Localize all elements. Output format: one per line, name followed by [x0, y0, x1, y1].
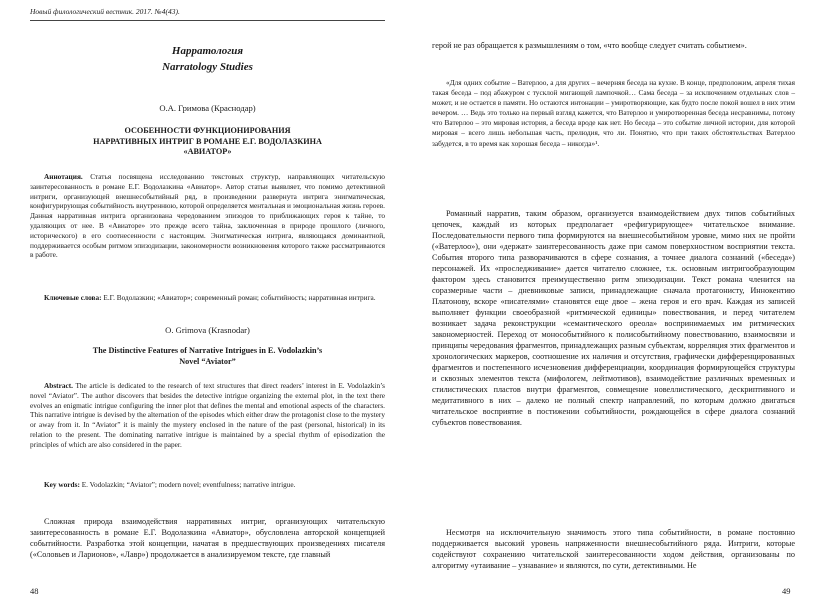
body-paragraph-2: Несмотря на исключительную значимость этого типа событийности, в романе постоянно поддерживается высокий уровень напряженности внешнесобытийного ряда. Интриги, которые содействуют сохранению читательской заинтересованности ходом действия, организованы по алгоритму «утаивание – узнавание» и являются, по сути, детективными. Не — [432, 528, 795, 570]
keywords-ru — [30, 293, 385, 303]
abstract-text: The article is dedicated to the research of text structures that direct readers’ interest in E. Vodolazkin’s novel “Aviator”. The author discovers that besides the detective intrigue organizing the external plot, in the text there evolves an enigmatic intrigue configuring the inner plot that defines the mental and emotional aspects of the characters. This narrative intrigue is devised by the alternation of the episodes which either draw the protagonist close to the mystery or away from it. In “Aviator” it is mainly the mystery enclosed in the nature of the past (personal, historical) in its relation to the present. The dominating narrative intrigue is maintained by a special rhythm of episodization the principles of which are also considered in the paper. — [30, 381, 386, 449]
keywords-en-label: Key words: — [44, 480, 80, 489]
annotation-ru — [30, 172, 385, 260]
page-number-left: 48 — [30, 586, 39, 596]
page-number-right: 49 — [782, 586, 791, 596]
author-ru: О.А. Гримова (Краснодар) — [159, 103, 256, 113]
keywords-en — [30, 480, 385, 490]
article-title-en: The Distinctive Features of Narrative Intrigues in E. Vodolazkin’s Novel “Aviator” — [92, 346, 323, 366]
keywords-en-text: E. Vodolazkin; “Aviator”; modern novel; eventfulness; narrative intrigue. — [81, 480, 296, 489]
article-title-ru: ОСОБЕННОСТИ ФУНКЦИОНИРОВАНИЯ НАРРАТИВНЫХ ИНТРИГ В РОМАНЕ Е.Г. ВОДОЛАЗКИНА «АВИАТОР» — [93, 126, 322, 156]
section-title-ru: Нарратология — [171, 45, 244, 57]
annotation-label: Аннотация. — [44, 172, 83, 181]
running-head: Новый филологический вестник. 2017. №4(43). — [30, 7, 180, 16]
keywords-label: Ключевые слова: — [44, 293, 102, 302]
body-continuation: герой не раз обращается к размышлениям о том, «что вообще следует считать событием». — [432, 41, 747, 50]
right-page — [410, 0, 820, 609]
keywords-text: Е.Г. Водолазкин; «Авиатор»; современный роман; событийность; нарративная интрига. — [103, 293, 376, 302]
body-paragraph-1: Романный нарратив, таким образом, организуется взаимодействием двух типов событийных цепочек, каждый из которых предполагает «рефигурирующее» читательское внимание. Последовательности первого типа формируются на внешнесобытийном уровне, мимо них не пройти («Ватерлоо»), они «держат» заинтересованность даже при самом поверхностном восприятии текста. События второго типа разворачиваются в сфере сознания, а точнее диалога сознаний («беседа») персонажей. Их «проследживание» дается читателю сложнее, т.к. основным интригообразующим фактором здесь становится преимущественно ритм эпизодизации. Текст романа членится на соразмерные части – дневниковые записи, принадлежащие сначала протагонисту, Иннокентию Платонову, вскоре «писателями» становятся еще двое – жена героя и его врач. Каждая из записей выполняет функции своеобразной «ритмической единицы» повествования, и перед читателем возникает задача реконструкции «семантического ореола» воспринимаемых им ритмических закономерностей. Переход от монособытийного к полисобытийному повествованию, взаимосвязи и принципы чередования фрагментов, принадлежащих разным субъектам, корреляция этих фрагментов и хронологических маркеров, соотношение их наличия и отсутствия, графически дифференцированных фрагментов и постепенного исчезновения дифференциации, координация формирующейся структуры и сквозных элементов текста (мифологем, лейтмотивов), взаимодействие различных временных и стилистических пластов внутри фрагментов, совмещение новеллистического, дескриптивного и медитативного в них – далеко не полный спектр направлений, по которым должно двигаться читательское восприятие в постижении событийности, рождающейся в сфере диалога сознаний субъектов повествования. — [432, 209, 795, 427]
author-en: O. Grimova (Krasnodar) — [165, 325, 250, 335]
header-rule — [30, 20, 385, 21]
annotation-text: Статья посвящена исследованию текстовых структур, направляющих читательскую заинтересованность в романе Е.Г. Водолазкина «Авиатор». Автор статьи выявляет, что помимо детективной интриги, организующей внешнесобытийный ряд, в произведении развернута интрига энигматическая, конфигурирующая событийность внутреннюю, которой определяется ментальная и эмоциональная жизнь героев. Данная нарративная интрига организована чередованием эпизодов то приближающих героя к тайне, то удаляющих от нее. В «Авиаторе» это прежде всего тайна, заключенная в природе прошлого (личного, исторического) в его соотнесенности с настоящим. Энигматическая интрига, являющаяся доминантной, поддерживается особым ритмом эпизодизации, закономерности возникновения которого также рассматриваются в работе. — [30, 172, 386, 260]
abstract-label: Abstract. — [44, 381, 73, 390]
abstract-en — [30, 381, 385, 450]
section-title-en: Narratology Studies — [162, 61, 253, 73]
block-quote: «Для одних событие – Ватерлоо, а для других – вечерняя беседа на кухне. В конце, предположим, апреля тихая такая беседа – под абажуром с тусклой мигающей лампочкой… Сама беседа – за исключением отдельных слов – может, и не остается в памяти. Но остаются интонации – умиротворяющие, как будто после покой вошел в них этим вечером. … Ведь это только на первый взгляд кажется, что Ватерлоо и умиротворенная беседа несравнимы, потому что Ватерлоо – это мировая история, а беседа вроде как нет. Но беседа – это событие личной истории, для которой мировая – всего лишь небольшая часть, прелюдия, что ли. Понятно, что при таких обстоятельствах Ватерлоо забудется, в то время как хорошая беседа – никогда»¹. — [432, 78, 795, 148]
body-paragraph-left: Сложная природа взаимодействия нарративных интриг, организующих читательскую заинтересованность в романе Е.Г. Водолазкина «Авиатор», обусловлена авторской концепцией событийности. Разработка этой концепции, начатая в предшествующих произведениях писателя («Соловьев и Ларионов», «Лавр») продолжается в анализируемом тексте, где главный — [30, 517, 385, 559]
